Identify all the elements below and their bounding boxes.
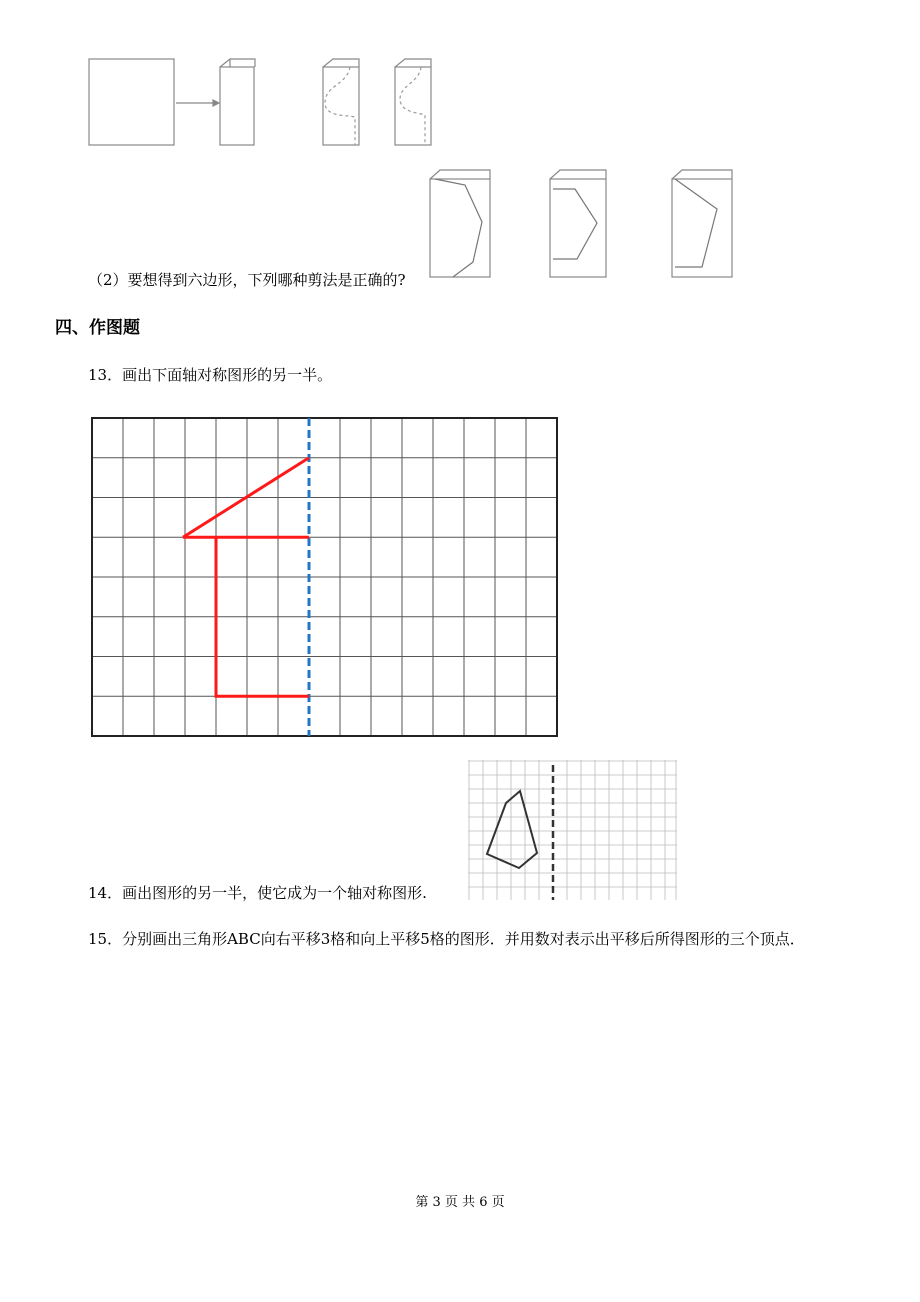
option-a-figure [430,170,490,277]
paper-folding-steps-figure [85,55,445,150]
folded-strip-3 [395,59,431,145]
square-paper [89,59,174,145]
q15-number: 15． [88,930,123,948]
q14-number: 14． [88,884,123,902]
q14-text: 画出图形的另一半，使它成为一个轴对称图形. [122,884,427,902]
q13-text: 画出下面轴对称图形的另一半。 [122,366,333,384]
folded-strip-1 [220,59,255,145]
q14-question [88,883,427,903]
q13-number: 13． [88,366,123,384]
q15-text: 分别画出三角形ABC向右平移3格和向上平移5格的图形．并用数对表示出平移后所得图形的三个顶点． [122,930,805,948]
arrow-head [213,100,219,106]
section-title: 四、作图题 [55,318,140,338]
q14-half-shape [487,791,537,868]
grid-lines [92,418,557,736]
q15-question [88,929,805,949]
option-b-figure [550,170,606,277]
q14-symmetry-grid[interactable] [468,760,678,900]
option-c-figure [672,170,732,277]
small-grid-lines [468,760,677,900]
hexagon-cut-options-figure [425,167,737,282]
q12-sub2-text: （2）要想得到六边形，下列哪种剪法是正确的? [88,271,406,289]
folded-strip-2 [323,59,359,145]
q13-symmetry-grid[interactable] [90,416,560,740]
page-footer: 第 3 页 共 6 页 [415,1195,505,1210]
q13-question [88,365,332,385]
